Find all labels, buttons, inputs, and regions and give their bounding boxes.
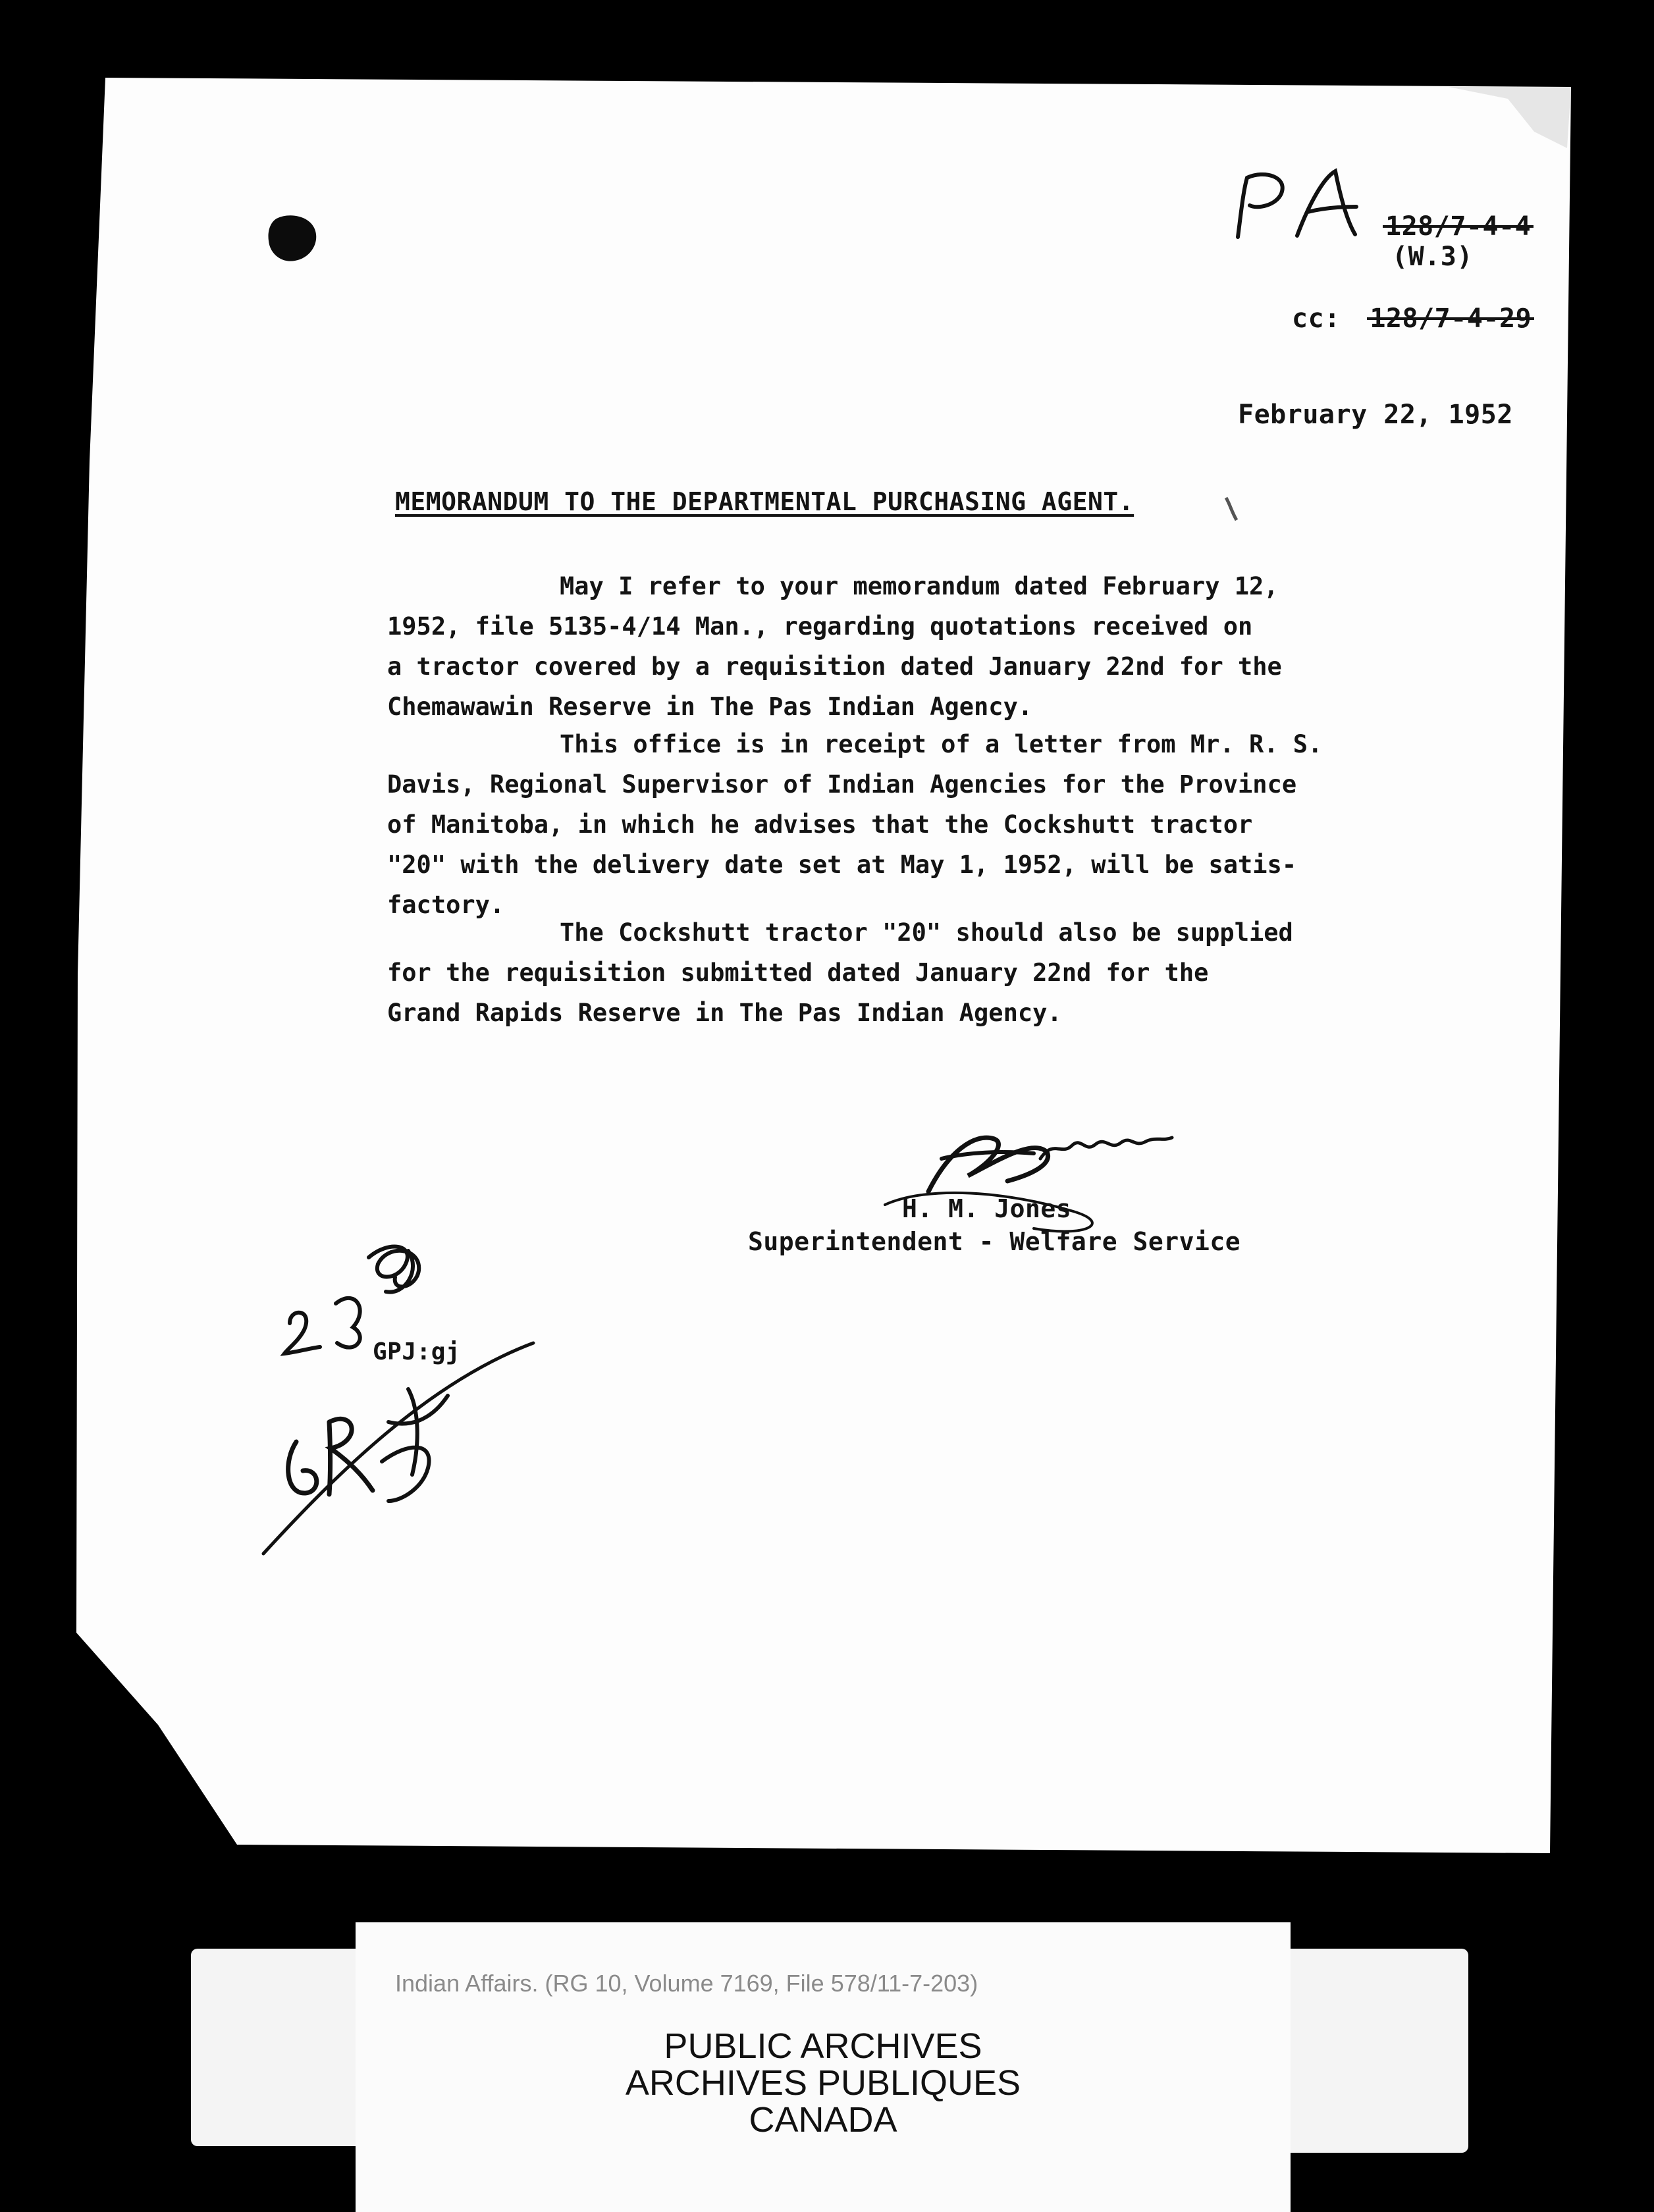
cc-reference <box>1292 299 1532 338</box>
paragraph-2-line-1: This office is in receipt of a letter from Mr. R. S. <box>560 730 1323 758</box>
cc-reference-number: 128/7-4-29 <box>1370 299 1532 338</box>
archive-line-french: ARCHIVES PUBLIQUES <box>625 2063 1021 2103</box>
paragraph-3-line-1: The Cockshutt tractor "20" should also be supplied <box>560 918 1293 947</box>
paragraph-3-line-2: for the requisition submitted dated January 22nd for the <box>387 959 1209 987</box>
paragraph-1-line-1: May I refer to your memorandum dated February 12, <box>560 572 1279 600</box>
archive-line-country: CANADA <box>749 2100 897 2140</box>
handwritten-initials-marks <box>257 1224 560 1567</box>
archive-line-english: PUBLIC ARCHIVES <box>664 2026 982 2066</box>
punch-hole-mark <box>263 211 323 270</box>
paragraph-2-line-5: factory. <box>387 891 505 919</box>
archive-reference-line: Indian Affairs. (RG 10, Volume 7169, File 578/11-7-203) <box>395 1970 978 1997</box>
paragraph-1-line-2: 1952, file 5135-4/14 Man., regarding quotations received on <box>387 612 1253 641</box>
paragraph-2 <box>387 724 1335 925</box>
handwritten-pa-mark <box>1225 158 1370 250</box>
file-reference-sub: (W.3) <box>1392 242 1473 272</box>
typist-initials: GPJ:gj <box>373 1338 461 1365</box>
label-tab-left <box>191 1949 356 2146</box>
signatory-name: H. M. Jones <box>902 1194 1072 1223</box>
paragraph-2-line-4: "20" with the delivery date set at May 1, 1952, will be satis- <box>387 851 1297 879</box>
paragraph-1-line-4: Chemawawin Reserve in The Pas Indian Agency. <box>387 693 1033 721</box>
signatory-title: Superintendent - Welfare Service <box>748 1227 1241 1256</box>
paragraph-1 <box>387 566 1335 727</box>
paragraph-1-line-3: a tractor covered by a requisition dated January 22nd for the <box>387 652 1282 681</box>
stray-mark <box>1222 495 1242 528</box>
file-reference-main-text: 128/7-4-4 <box>1385 207 1531 246</box>
memo-heading: MEMORANDUM TO THE DEPARTMENTAL PURCHASING AGENT. <box>395 487 1134 516</box>
paragraph-2-line-2: Davis, Regional Supervisor of Indian Agencies for the Province <box>387 770 1297 799</box>
paragraph-2-line-3: of Manitoba, in which he advises that the Cockshutt tractor <box>387 810 1253 839</box>
memo-date: February 22, 1952 <box>1238 400 1513 430</box>
label-tab-right <box>1291 1949 1468 2153</box>
archive-stamp <box>356 2028 1291 2138</box>
paragraph-3 <box>387 912 1335 1033</box>
paragraph-3-line-3: Grand Rapids Reserve in The Pas Indian Agency. <box>387 999 1062 1027</box>
cc-prefix: cc: <box>1292 303 1341 334</box>
